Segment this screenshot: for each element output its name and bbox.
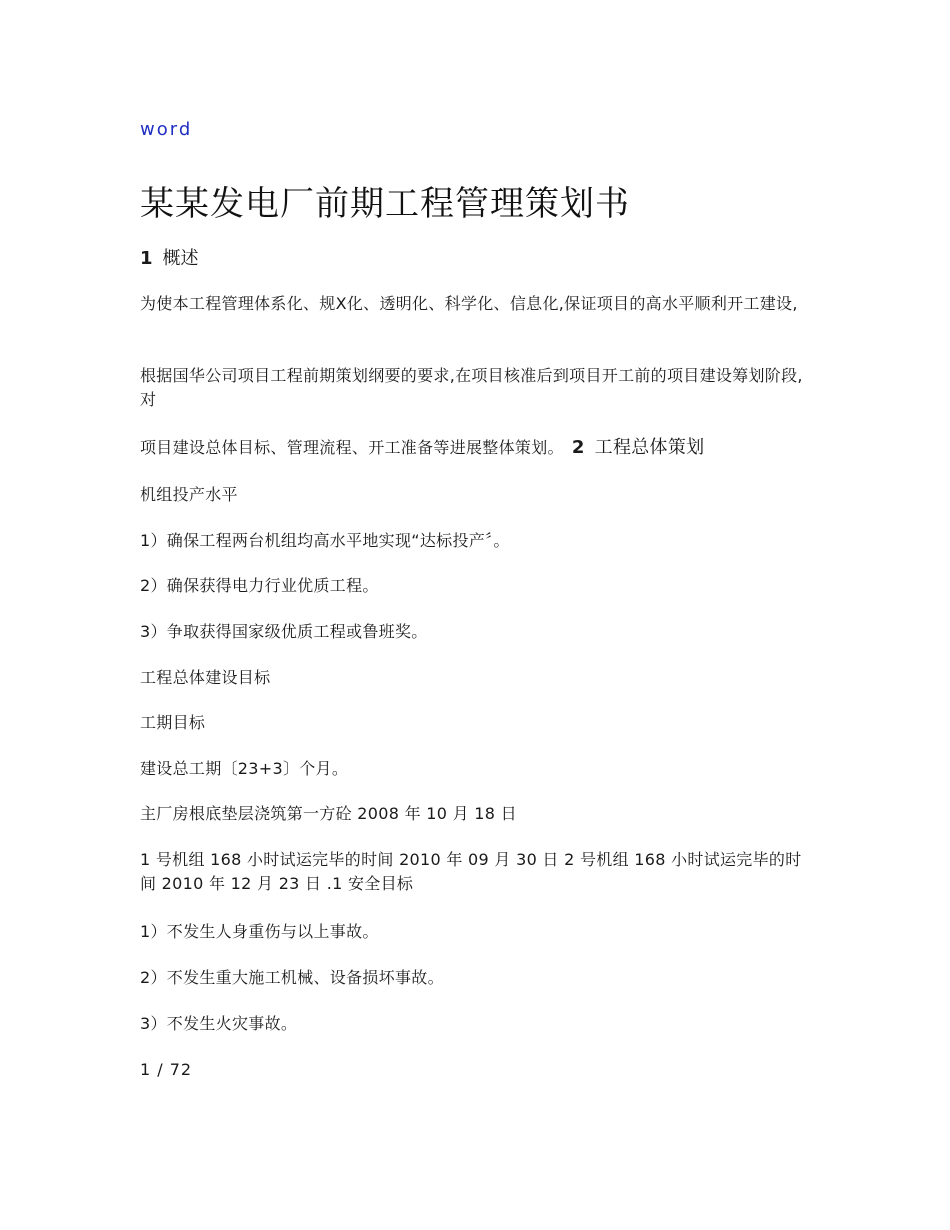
paragraph-text: 项目建设总体目标、管理流程、开工准备等进展整体策划。 [140, 438, 564, 457]
section-heading-overview [140, 244, 199, 270]
list-item: 2）不发生重大施工机械、设备损坏事故。 [140, 968, 444, 987]
section-title: 概述 [162, 248, 199, 269]
list-item: 1）不发生人身重伤与以上事故。 [140, 922, 379, 941]
subheading: 工程总体建设目标 [140, 668, 271, 687]
section-heading-plan [572, 437, 705, 458]
document-title: 某某发电厂前期工程管理策划书 [140, 184, 630, 224]
list-item: 3）争取获得国家级优质工程或鲁班奖。 [140, 622, 428, 641]
paragraph: 1 号机组 168 小时试运完毕的时间 2010 年 09 月 30 日 2 号机组 168 小时试运完毕的时间 2010 年 12 月 23 日 .1 安全目标 [140, 850, 802, 893]
list-item: 2）确保获得电力行业优质工程。 [140, 576, 379, 595]
list-item: 3）不发生火灾事故。 [140, 1014, 298, 1033]
section-number: 1 [140, 248, 153, 269]
paragraph: 为使本工程管理体系化、规X化、透明化、科学化、信息化,保证项目的高水平顺利开工建设, [140, 294, 798, 313]
subheading: 机组投产水平 [140, 485, 238, 504]
list-item: 1）确保工程两台机组均高水平地实现“达标投产〞。 [140, 531, 510, 550]
paragraph: 主厂房根底垫层浇筑第一方砼 2008 年 10 月 18 日 [140, 804, 517, 823]
paragraph-with-heading [140, 436, 810, 460]
paragraph: 建设总工期〔23+3〕个月。 [140, 759, 349, 778]
section-number: 2 [571, 437, 585, 458]
section-title: 工程总体策划 [594, 437, 705, 458]
header-label: word [140, 119, 193, 140]
subheading: 工期目标 [140, 713, 206, 732]
page-number: 1 / 72 [140, 1060, 193, 1079]
paragraph: 根据国华公司项目工程前期策划纲要的要求,在项目核准后到项目开工前的项目建设筹划阶段,对 [140, 366, 803, 409]
